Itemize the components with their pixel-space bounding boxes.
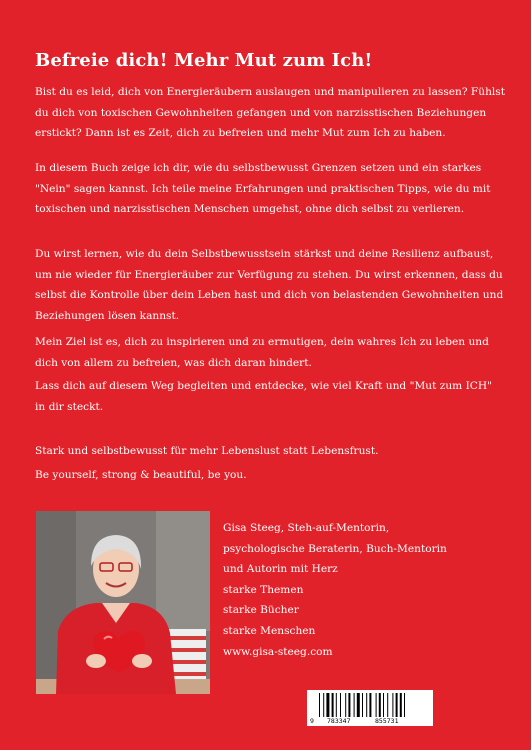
slogan-line: Stark und selbstbewusst für mehr Lebenslust statt Lebensfrust. bbox=[35, 445, 379, 457]
barcode-bars bbox=[307, 690, 433, 726]
barcode-bar bbox=[357, 693, 360, 717]
author-info bbox=[223, 518, 447, 662]
barcode-group-2: 855731 bbox=[375, 717, 399, 725]
barcode-first-digit: 9 bbox=[310, 717, 314, 725]
barcode-bar bbox=[366, 693, 367, 717]
barcode-bar bbox=[345, 693, 346, 717]
barcode-bar bbox=[332, 693, 334, 717]
author-portrait-illustration bbox=[36, 511, 210, 694]
barcode-bar bbox=[362, 693, 363, 717]
learning-paragraph: Du wirst lernen, wie du dein Selbstbewusstsein stärkst und deine Resilienz aufbaust, um nie wieder für Energieräuber zur Verfügung zu stehen. Du wirst erkennen, dass du selbst die Kontrolle über dein Leben hast und dich von belastenden Gewohnheiten und Beziehungen lösen kannst. bbox=[35, 248, 504, 322]
barcode-bar bbox=[348, 693, 350, 717]
barcode-bar bbox=[400, 693, 402, 717]
tagline-people: starke Menschen bbox=[223, 624, 316, 637]
barcode-bar bbox=[379, 693, 381, 717]
goal-paragraph: Mein Ziel ist es, dich zu inspirieren und zu ermutigen, dein wahres Ich zu leben und dich von allem zu befreien, was dich daran hindert. bbox=[35, 336, 489, 369]
barcode-bar bbox=[319, 693, 320, 717]
barcode-bar bbox=[340, 693, 341, 717]
barcode-bar bbox=[354, 693, 355, 717]
barcode-bar bbox=[404, 693, 405, 717]
author-photo bbox=[36, 511, 210, 694]
author-role-line: psychologische Beraterin, Buch-Mentorin bbox=[223, 542, 447, 555]
barcode-bar bbox=[392, 693, 393, 717]
tagline-books: starke Bücher bbox=[223, 604, 299, 617]
barcode-bar bbox=[326, 693, 329, 717]
barcode-bar bbox=[383, 693, 384, 717]
author-role-line-2: und Autorin mit Herz bbox=[223, 563, 338, 576]
barcode-bar bbox=[396, 693, 398, 717]
barcode-group-1: 783347 bbox=[327, 717, 351, 725]
book-description-paragraph: In diesem Buch zeige ich dir, wie du selbstbewusst Grenzen setzen und ein starkes "Nein" sagen kannst. Ich teile meine Erfahrungen und praktischen Tipps, wie du mit toxischen und narzisstischen Menschen umgehst, ohne dich selbst zu verlieren. bbox=[35, 162, 491, 215]
author-name-line: Gisa Steeg, Steh-auf-Mentorin, bbox=[223, 522, 390, 534]
barcode-bar bbox=[376, 693, 377, 717]
author-website: www.gisa-steeg.com bbox=[223, 645, 333, 658]
barcode-bar bbox=[387, 693, 388, 717]
barcode-bar bbox=[369, 693, 371, 717]
back-cover-title: Befreie dich! Mehr Mut zum Ich! bbox=[35, 50, 373, 71]
barcode-bar bbox=[336, 693, 337, 717]
tagline-themes: starke Themen bbox=[223, 583, 304, 596]
intro-paragraph: Bist du es leid, dich von Energieräubern auslaugen und manipulieren zu lassen? Fühlst du dich von toxischen Gewohnheiten gefangen und von narzisstischen Beziehungen erstickt? Dann ist es Zeit, dich zu befreien und mehr Mut zum Ich zu haben. bbox=[35, 86, 505, 139]
barcode-bar bbox=[323, 693, 324, 717]
invitation-paragraph: Lass dich auf diesem Weg begleiten und entdecke, wie viel Kraft und "Mut zum ICH" in dir steckt. bbox=[35, 380, 492, 413]
motto-line: Be yourself, strong & beautiful, be you. bbox=[35, 469, 247, 481]
isbn-barcode bbox=[307, 690, 433, 726]
